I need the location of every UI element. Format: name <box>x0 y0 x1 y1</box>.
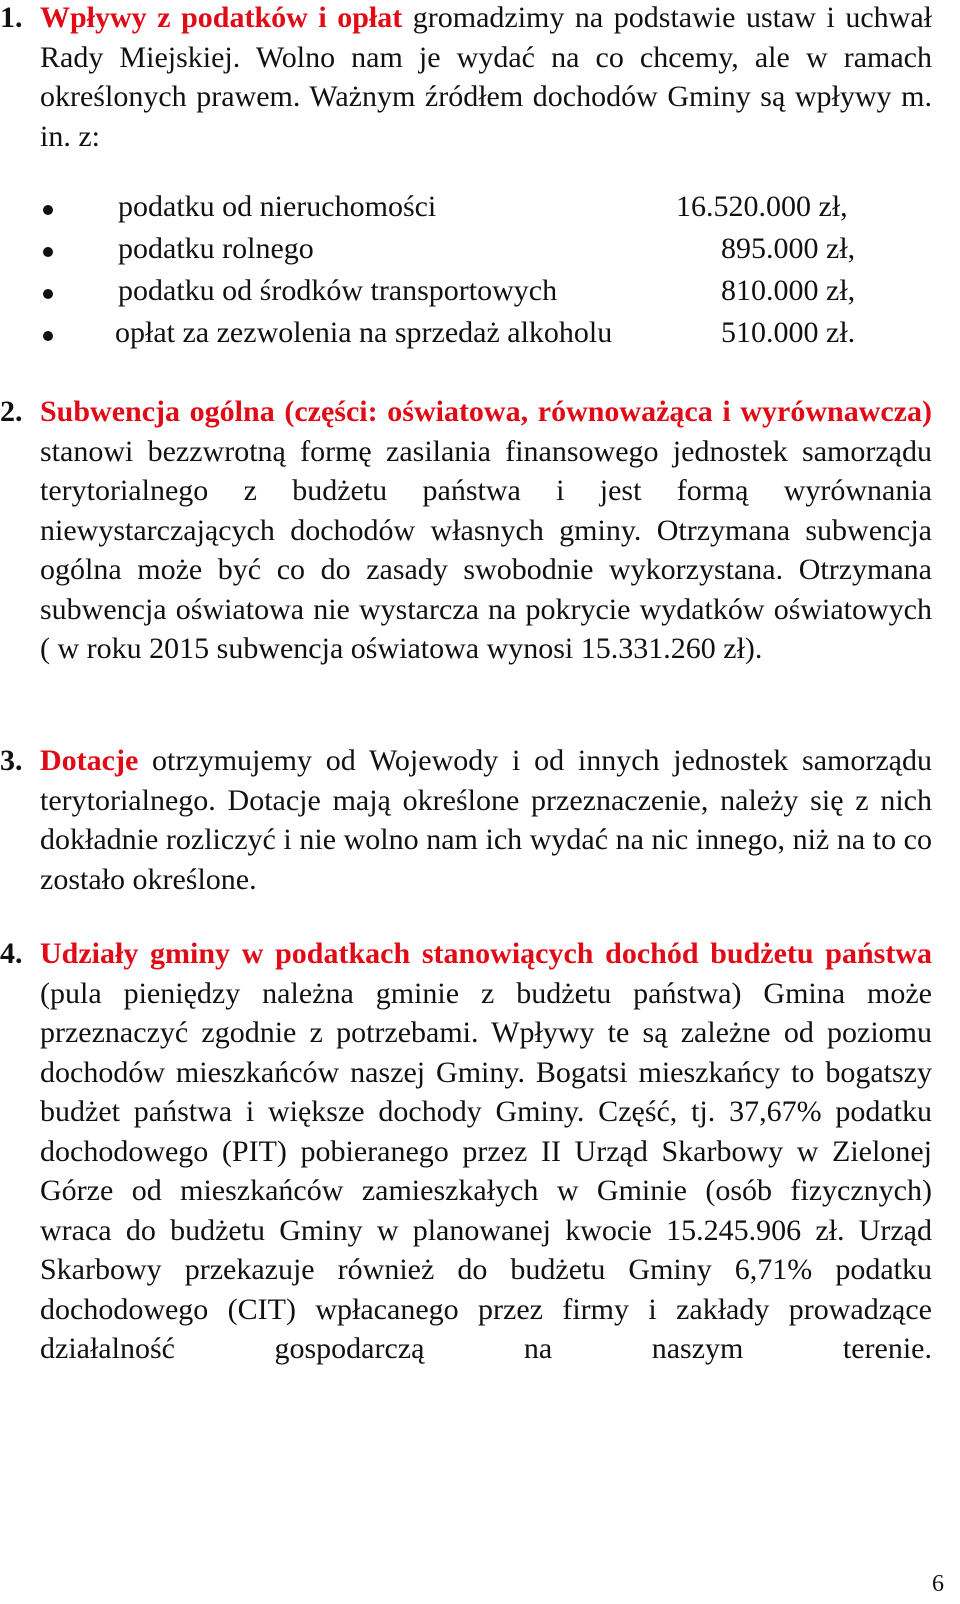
section-text: otrzymujemy od Wojewody i od innych jednostek samorządu terytorialnego. Dotacje mają określone przeznaczenie, należy się z nich dokładnie rozliczyć i nie wolno nam ich wydać na nic innego, niż na to co zostało określone. <box>40 744 932 896</box>
section-number: 1. <box>0 1 23 34</box>
item-label: opłat za zezwolenia na sprzedaż alkoholu <box>115 316 613 349</box>
section-heading: Subwencja ogólna (części: oświatowa, równoważąca i wyrównawcza) <box>40 395 932 428</box>
list-item <box>40 232 932 274</box>
list-item <box>40 316 932 358</box>
item-label: podatku od środków transportowych <box>118 274 558 307</box>
section-heading: Wpływy z podatków i opłat <box>40 1 403 34</box>
bullet-icon <box>43 205 53 215</box>
item-amount: 16.520.000 zł, <box>676 190 848 223</box>
section-2 <box>0 392 932 669</box>
section-4 <box>0 934 932 1369</box>
list-item <box>40 190 932 232</box>
section-text: gromadzimy na podstawie ustaw i uchwał Rady Miejskiej. Wolno nam je wydać na co chcemy, ale w ramach określonych prawem. Ważnym źródłem dochodów Gminy są wpływy m. in. z: <box>40 1 932 153</box>
bullet-icon <box>43 289 53 299</box>
section-text: stanowi bezzwrotną formę zasilania finansowego jednostek samorządu terytorialnego z budżetu państwa i jest formą wyrównania niewystarczających dochodów własnych gminy. Otrzymana subwencja ogólna może być co do zasady swobodnie wykorzystana. Otrzymana subwencja oświatowa nie wystarcza na pokrycie wydatków oświatowych ( w roku 2015 subwencja oświatowa wynosi 15.331.260 zł). <box>40 434 932 665</box>
item-label: podatku rolnego <box>118 232 314 265</box>
section-text: (pula pieniędzy należna gminie z budżetu państwa) Gmina może przeznaczyć zgodnie z potrzebami. Wpływy te są zależne od poziomu dochodów mieszkańców naszej Gminy. Bogatsi mieszkańcy to bogatszy budżet państwa i większe dochody Gminy. Część, tj. 37,67% podatku dochodowego (PIT) pobieranego przez II Urząd Skarbowy w Zielonej Górze od mieszkańców zamieszkałych w Gminie (osób fizycznych) wraca do budżetu Gminy w planowanej kwocie 15.245.906 zł. Urząd Skarbowy przekazuje również do budżetu Gminy 6,71% podatku dochodowego (CIT) wpłacanego przez firmy i zakłady prowadzące działalność gospodarczą na naszym terenie. <box>40 976 932 1365</box>
section-heading: Udziały gminy w podatkach stanowiących dochód budżetu państwa <box>40 937 932 970</box>
bullet-icon <box>43 331 53 341</box>
section-3 <box>0 741 932 899</box>
item-amount: 895.000 zł, <box>721 232 856 265</box>
section-number: 4. <box>0 937 23 970</box>
item-label: podatku od nieruchomości <box>118 190 437 223</box>
item-amount: 510.000 zł. <box>721 316 856 349</box>
bullet-icon <box>43 247 53 257</box>
list-item <box>40 274 932 316</box>
section-1 <box>0 0 932 156</box>
item-amount: 810.000 zł, <box>721 274 856 307</box>
section-heading: Dotacje <box>40 744 139 777</box>
page-number: 6 <box>932 1571 944 1597</box>
section-number: 2. <box>0 395 23 428</box>
section-number: 3. <box>0 744 23 777</box>
income-list <box>40 190 932 358</box>
